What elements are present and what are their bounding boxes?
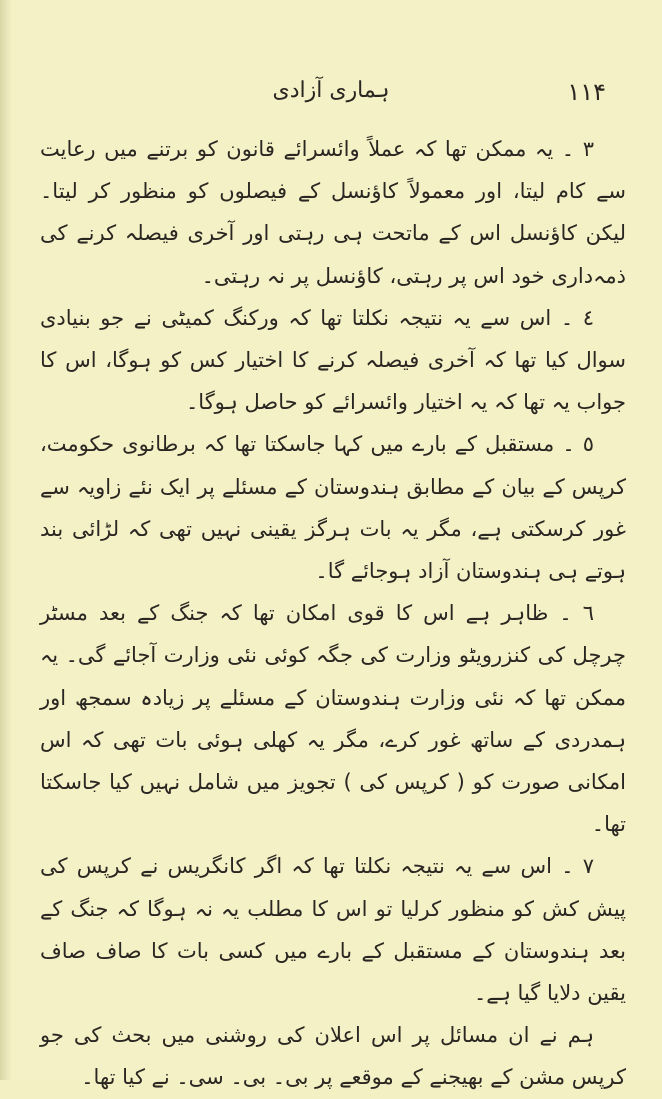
page-binding-edge (0, 0, 12, 1080)
running-title: ہماری آزادی (272, 78, 390, 103)
paragraph-point-5: ٥ ۔ مستقبل کے بارے میں کہا جاسکتا تھا کہ برطانوی حکومت، کرپس کے بیان کے مطابق ہندوستان کے مسئلے پر ایک نئے زاویہ سے غور کرسکتی ہے، مگر یہ بات ہرگز یقینی نہیں تھی کہ لڑائی بند ہوتے ہی ہندوستان آزاد ہوجائے گا۔ (40, 432, 626, 584)
paragraph-point-6: ٦ ۔ ظاہر ہے اس کا قوی امکان تھا کہ جنگ کے بعد مسٹر چرچل کی کنزرویٹو وزارت کی جگہ کوئی نئی وزارت آجائے گی۔ یہ ممکن تھا کہ نئی وزارت ہندوستان کے مسئلے پر زیادہ سمجھ اور ہمدردی کے ساتھ غور کرے، مگر یہ کھلی ہوئی بات تھی کہ اس امکانی صورت کو ( کرپس کی ) تجویز میں شامل نہیں کیا جاسکتا تھا۔ (40, 601, 626, 837)
paragraph-point-7: ۷ ۔ اس سے یہ نتیجہ نکلتا تھا کہ اگر کانگریس نے کرپس کی پیش کش کو منظور کرلیا تو اس کا مطلب یہ نہ ہوگا کہ جنگ کے بعد ہندوستان کے مستقبل کے بارے میں کسی بات کا صاف صاف یقین دلایا گیا ہے۔ (40, 854, 626, 1006)
paragraph-point-4: ٤ ۔ اس سے یہ نتیجہ نکلتا تھا کہ ورکنگ کمیٹی نے جو بنیادی سوال کیا تھا کہ آخری فیصلہ کرنے کا اختیار کس کو ہوگا، اس کا جواب یہ تھا کہ یہ اختیار وائسرائے کو حاصل ہوگا۔ (40, 305, 626, 415)
body-text (40, 128, 626, 1099)
page-header (40, 78, 622, 118)
paragraph-point-3: ۳ ۔ یہ ممکن تھا کہ عملاً وائسرائے قانون کو برتنے میں رعایت سے کام لیتا، اور معمولاً کاؤنسل کے فیصلوں کو منظور کر لیتا۔ لیکن کاؤنسل اس کے ماتحت ہی رہتی اور آخری فیصلہ کرنے کی ذمہ‌داری خود اس پر رہتی، کاؤنسل پر نہ رہتی۔ (40, 137, 626, 288)
paragraph-closing: ہم نے ان مسائل پر اس اعلان کی روشنی میں بحث کی جو کرپس مشن کے بھیجنے کے موقعے پر بی۔ بی۔ سی۔ نے کیا تھا۔ (40, 1023, 626, 1090)
page-number: ۱۱۴ (567, 78, 606, 106)
